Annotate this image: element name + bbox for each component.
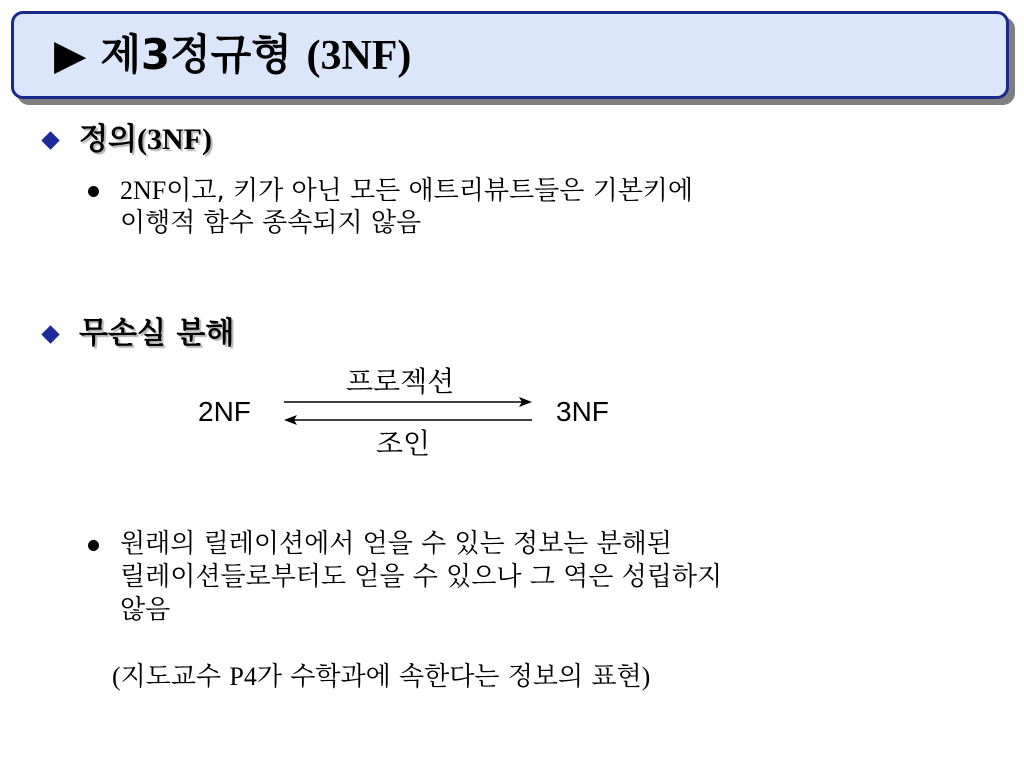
section-heading-definition <box>36 120 212 160</box>
projection-label: 프로젝션 <box>346 366 455 397</box>
play-icon: ▶ <box>54 30 87 79</box>
diamond-bullet-icon <box>41 325 59 343</box>
bullet-line-1: 원래의 릴레이션에서 얻을 수 있는 정보는 분해된 <box>120 529 672 559</box>
title-box <box>11 11 1009 99</box>
section-heading-lossless <box>36 314 234 354</box>
heading-latin: (3NF) <box>136 123 212 156</box>
bullet-line-1: 2NF이고, 키가 아닌 모든 애트리뷰트들은 기본키에 <box>120 176 694 206</box>
title-korean: 제3정규형 <box>100 30 292 79</box>
bullet-text <box>120 528 722 627</box>
left-arrow <box>284 415 532 425</box>
bullet-prefix: 2NF <box>120 176 167 205</box>
diamond-bullet-icon <box>41 131 59 149</box>
heading-korean: 정의 <box>79 122 137 157</box>
right-arrow <box>284 397 532 407</box>
join-label: 조인 <box>376 428 431 459</box>
bullet-line-3: 않음 <box>120 595 171 625</box>
bullet-line-2: 릴레이션들로부터도 얻을 수 있으나 그 역은 성립하지 <box>120 562 723 592</box>
dot-bullet-icon <box>88 186 99 197</box>
dot-bullet-icon <box>88 540 99 551</box>
right-node-label: 3NF <box>556 396 609 427</box>
heading-text <box>79 120 212 160</box>
page-title <box>54 14 411 96</box>
example-note: (지도교수 P4가 수학과에 속한다는 정보의 표현) <box>112 662 651 692</box>
note-p4: P4 <box>229 662 257 691</box>
heading-text: 무손실 분해 <box>79 316 235 351</box>
bullet-line-2: 이행적 함수 종속되지 않음 <box>120 208 422 238</box>
bullet-text <box>120 174 693 240</box>
left-node-label: 2NF <box>198 396 251 427</box>
title-latin: (3NF) <box>306 33 412 79</box>
